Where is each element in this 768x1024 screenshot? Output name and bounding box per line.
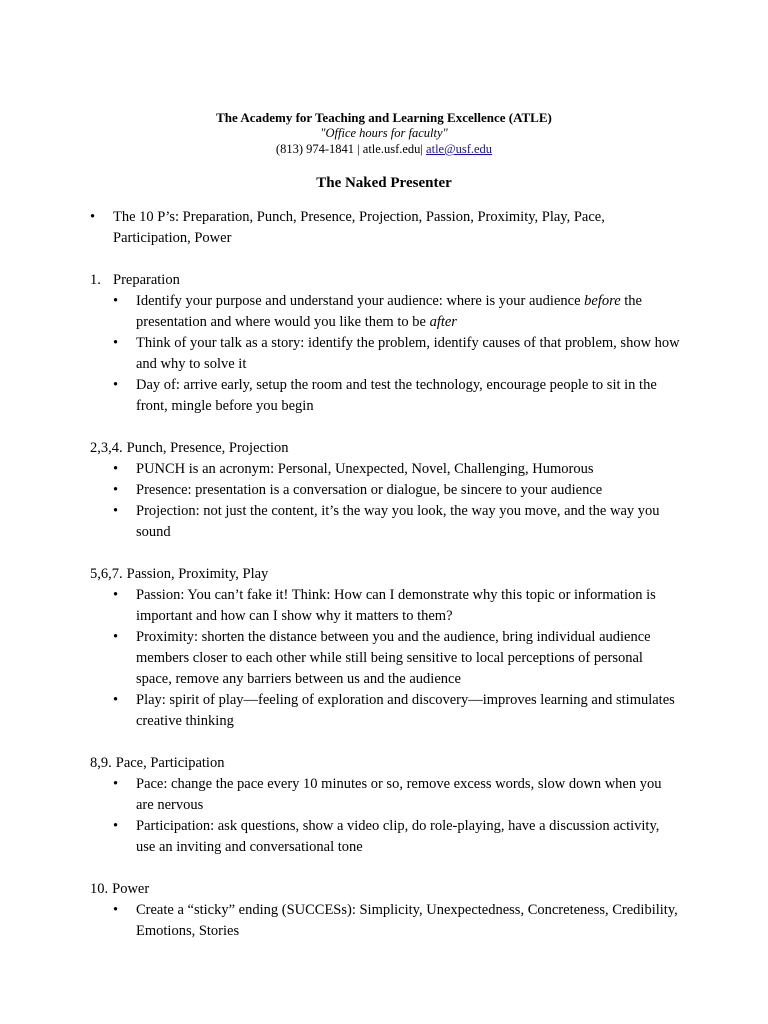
section-number: 10. [90,881,109,897]
section-number: 5,6,7. [90,566,123,582]
section-title: Preparation [113,272,180,288]
section-title: Punch, Presence, Projection [126,440,289,456]
list-item-text: Day of: arrive early, setup the room and test the technology, encourage people to sit in the front, mingle before you begin [136,377,657,414]
list-item [90,690,680,732]
list-item [90,501,680,543]
section-heading [90,879,680,900]
list-item [90,816,680,858]
bullet-icon [113,333,136,375]
text-run: the presentation and where would you like them to be [136,293,642,330]
intro-text: The 10 P’s: Preparation, Punch, Presence, Projection, Passion, Proximity, Play, Pace, Participation, Power [113,209,605,246]
bullet-icon [113,774,136,816]
bullet-icon [113,585,136,627]
list-item [90,585,680,627]
list-item-text: Think of your talk as a story: identify the problem, identify causes of that problem, show how and why to solve it [136,335,680,372]
tagline: "Office hours for faculty" [320,126,448,140]
list-item-text: Proximity: shorten the distance between you and the audience, bring individual audience members closer to each other while still being sensitive to local perceptions of personal space, remove any barriers between us and the audience [136,629,651,687]
list-item-text: Passion: You can’t fake it! Think: How can I demonstrate why this topic or information is important and how can I show why it matters to them? [136,587,656,624]
section-title: Power [112,881,150,897]
list-item-text: Play: spirit of play—feeling of exploration and discovery—improves learning and stimulates creative thinking [136,692,675,729]
list-item-text: Projection: not just the content, it’s the way you look, the way you move, and the way you sound [136,503,660,540]
bullet-icon [113,690,136,732]
list-item-text: PUNCH is an acronym: Personal, Unexpected, Novel, Challenging, Humorous [136,461,594,477]
email-link[interactable]: atle@usf.edu [426,142,493,156]
bullet-icon [113,480,136,501]
section-pace-participation [90,753,680,858]
bullet-icon [90,207,113,249]
text-run: Identify your purpose and understand your audience: where is your audience [136,293,585,309]
emphasis-after: after [429,314,457,330]
section-number: 1. [90,272,101,288]
section-number: 8,9. [90,755,112,771]
list-item [90,627,680,690]
list-item-text: Pace: change the pace every 10 minutes or so, remove excess words, slow down when you are nervous [136,776,662,813]
bullet-icon [113,375,136,417]
bullet-icon [113,501,136,543]
list-item [90,291,680,333]
list-item [90,480,680,501]
section-number: 2,3,4. [90,440,123,456]
section-passion-proximity-play [90,564,680,732]
bullet-icon [113,627,136,690]
list-item [90,333,680,375]
section-heading [90,753,680,774]
list-item-text: Presence: presentation is a conversation or dialogue, be sincere to your audience [136,482,603,498]
bullet-icon [113,900,136,942]
section-punch-presence-projection [90,438,680,543]
section-power [90,879,680,942]
list-item-text [136,291,680,333]
emphasis-before: before [584,293,621,309]
bullet-icon [113,459,136,480]
list-item [90,375,680,417]
section-preparation [90,270,680,417]
bullet-icon [113,291,136,333]
section-title: Pace, Participation [115,755,225,771]
bullet-icon [113,816,136,858]
document-body [90,207,680,942]
section-heading [90,270,680,291]
section-heading [90,564,680,585]
section-title: Passion, Proximity, Play [126,566,269,582]
list-item-text: Participation: ask questions, show a video clip, do role-playing, have a discussion activity, use an inviting and conversational tone [136,818,660,855]
list-item [90,900,680,942]
document-title: The Naked Presenter [316,175,452,191]
list-item [90,774,680,816]
contact-phone-site: (813) 974-1841 | atle.usf.edu| [275,142,427,156]
organization-name: The Academy for Teaching and Learning Excellence (ATLE) [216,110,552,125]
contact-line [0,141,768,157]
section-heading [90,438,680,459]
list-item [90,459,680,480]
intro-bullet [90,207,680,249]
document-header [0,110,768,157]
list-item-text: Create a “sticky” ending (SUCCESs): Simplicity, Unexpectedness, Concreteness, Credibility, Emotions, Stories [136,902,678,939]
